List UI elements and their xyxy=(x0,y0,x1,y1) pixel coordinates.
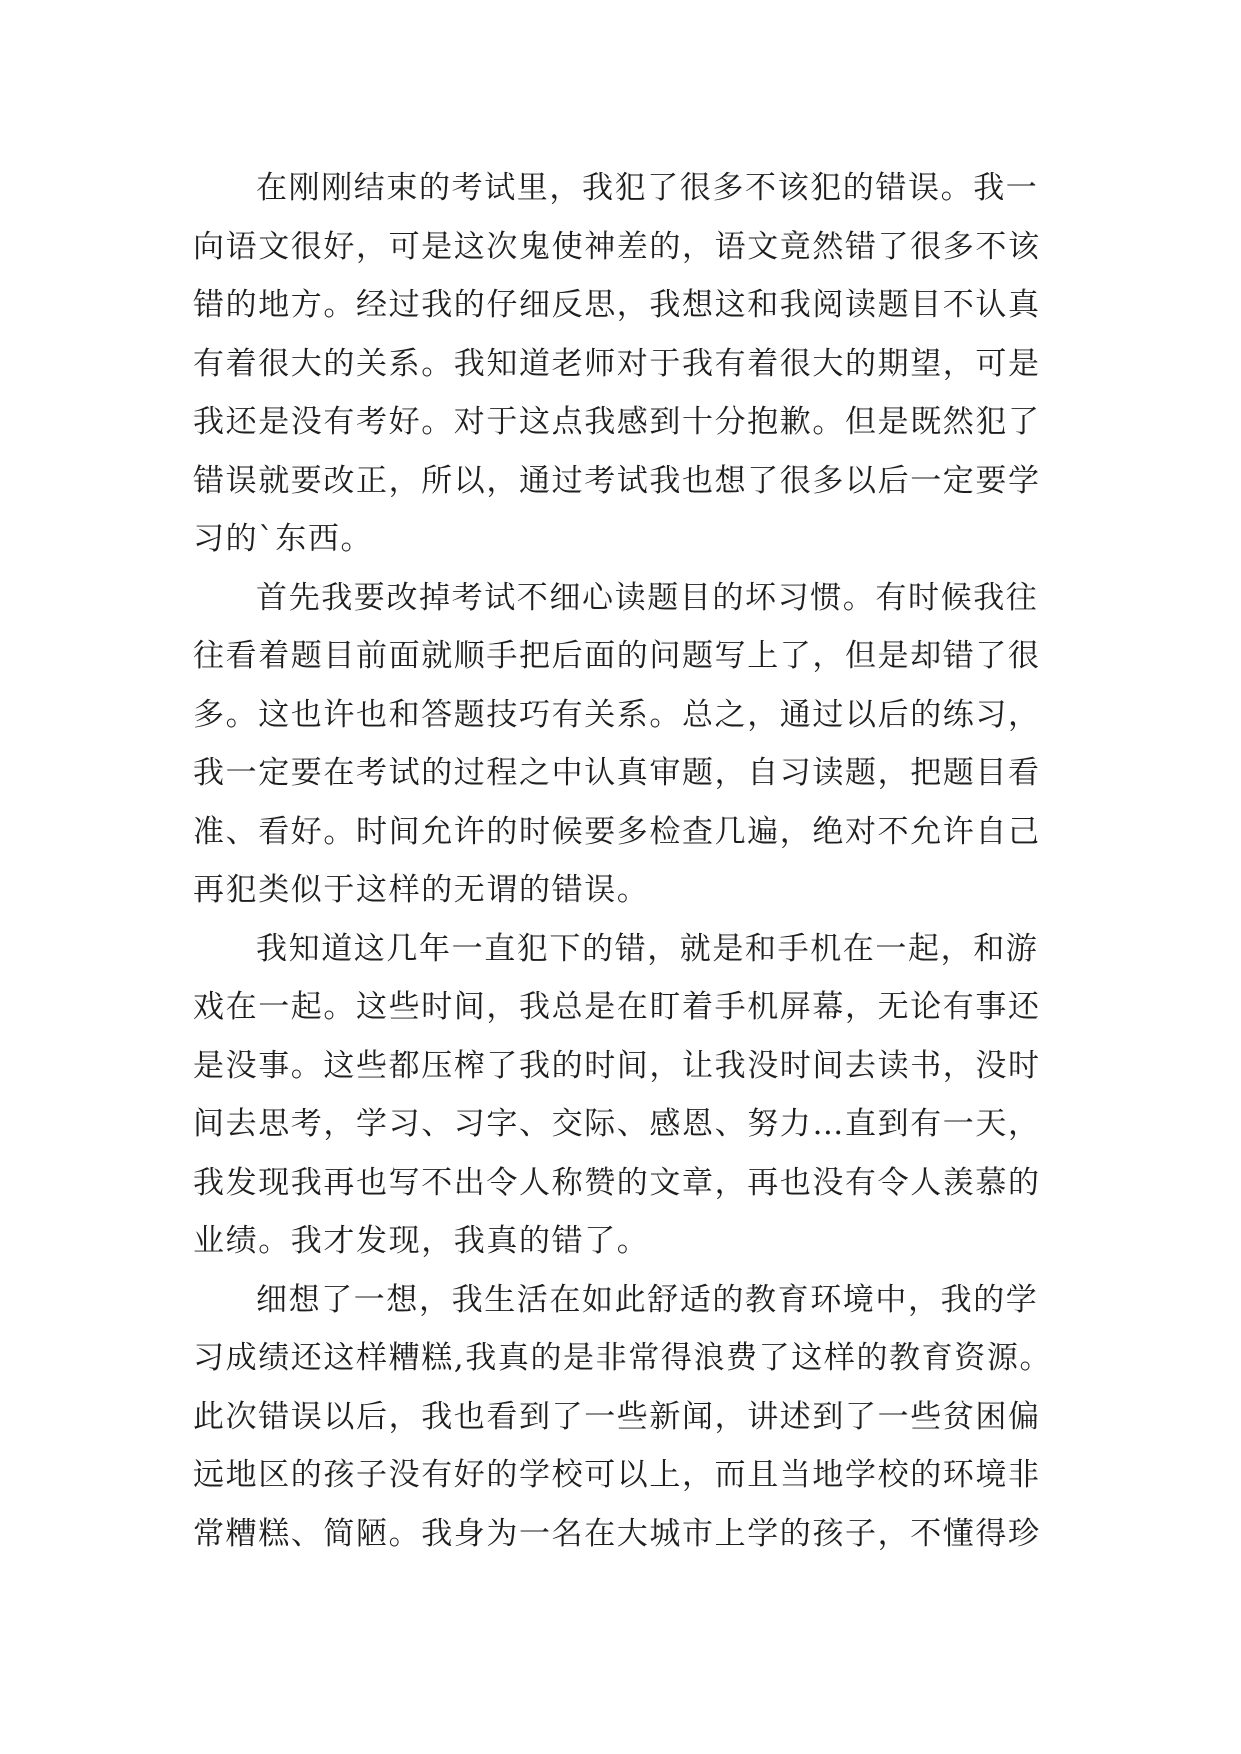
text-line: 我知道这几年一直犯下的错，就是和手机在一起，和游 xyxy=(256,930,1039,967)
paragraph-2 xyxy=(193,569,1063,920)
text-line: 习的`东西。 xyxy=(193,521,374,557)
text-line: 在刚刚结束的考试里，我犯了很多不该犯的错误。我一 xyxy=(256,170,1039,206)
text-line: 间去思考，学习、习字、交际、感恩、努力…直到有一天， xyxy=(193,1106,1041,1142)
paragraph-4 xyxy=(193,1271,1063,1564)
text-line: 有着很大的关系。我知道老师对于我有着很大的期望，可是 xyxy=(193,345,1041,382)
text-line: 再犯类似于这样的无谓的错误。 xyxy=(193,872,650,908)
text-line: 我发现我再也写不出令人称赞的文章，再也没有令人羡慕的 xyxy=(193,1164,1041,1201)
paragraph-3 xyxy=(193,920,1063,1271)
body-text xyxy=(193,159,1063,1563)
text-line: 错的地方。经过我的仔细反思，我想这和我阅读题目不认真 xyxy=(193,287,1041,323)
text-line: 向语文很好，可是这次鬼使神差的，语文竟然错了很多不该 xyxy=(193,228,1041,265)
text-line: 戏在一起。这些时间，我总是在盯着手机屏幕，无论有事还 xyxy=(193,989,1041,1025)
text-line: 我一定要在考试的过程之中认真审题，自习读题，把题目看 xyxy=(193,755,1041,791)
text-line: 往看着题目前面就顺手把后面的问题写上了，但是却错了很 xyxy=(193,638,1041,674)
text-line: 错误就要改正，所以，通过考试我也想了很多以后一定要学 xyxy=(193,462,1041,499)
text-line: 常糟糕、简陋。我身为一名在大城市上学的孩子，不懂得珍 xyxy=(193,1515,1041,1552)
text-line: 业绩。我才发现，我真的错了。 xyxy=(193,1223,650,1259)
text-line: 此次错误以后，我也看到了一些新闻，讲述到了一些贫困偏 xyxy=(193,1398,1041,1435)
text-line: 远地区的孩子没有好的学校可以上，而且当地学校的环境非 xyxy=(193,1457,1041,1493)
text-line: 是没事。这些都压榨了我的时间，让我没时间去读书，没时 xyxy=(193,1047,1041,1084)
text-line: 准、看好。时间允许的时候要多检查几遍，绝对不允许自己 xyxy=(193,813,1041,850)
paragraph-1 xyxy=(193,159,1063,569)
text-line: 我还是没有考好。对于这点我感到十分抱歉。但是既然犯了 xyxy=(193,404,1041,440)
text-line: 习成绩还这样糟糕,我真的是非常得浪费了这样的教育资源。 xyxy=(193,1340,1053,1376)
text-line: 多。这也许也和答题技巧有关系。总之，通过以后的练习， xyxy=(193,696,1041,733)
text-line: 首先我要改掉考试不细心读题目的坏习惯。有时候我往 xyxy=(256,579,1039,616)
text-line: 细想了一想，我生活在如此舒适的教育环境中，我的学 xyxy=(256,1281,1039,1318)
